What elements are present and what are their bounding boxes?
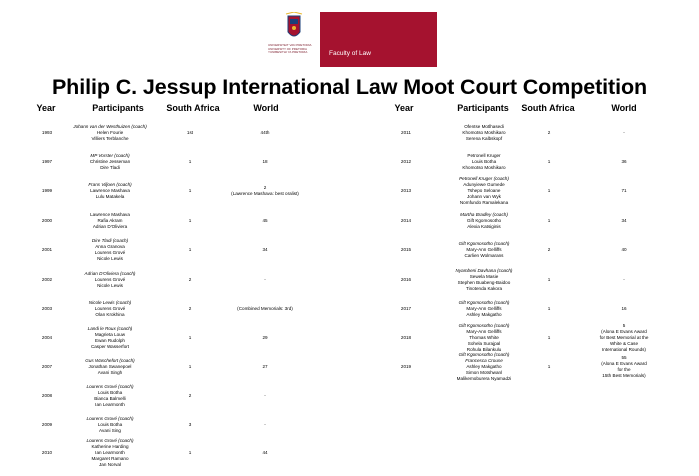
header-south-africa-right: South Africa [521,103,575,113]
participants-cell [462,153,505,171]
world-rank-line: 29 [262,335,268,340]
coach-name: Lourens Grové (coach) [86,384,134,389]
coach-name: Martha Bradley (coach) [460,212,508,217]
participant-name: Helen Fourie [96,130,124,135]
participant-name: Olan Krokhina [95,312,125,317]
coach-name: Petronell Kruger (coach) [459,176,509,181]
participant-name: Malikemoburera Nyamadzi [456,376,512,381]
participant-name: Lourens Grové [94,250,126,255]
participant-name: Bianca Balmelli [94,396,126,401]
participant-name: Alexia Katsiginis [467,224,501,229]
participant-name: Adunyiewe Gumede [463,182,505,187]
year-cell: 2000 [41,218,53,223]
participants-cell [459,241,510,259]
participant-name: Ewan Rudolph [95,338,125,343]
participant-name: Rafia Akram [97,218,123,223]
world-rank-cell [621,247,626,253]
world-rank-line: - [264,393,266,398]
world-rank-cell [262,450,267,456]
world-rank-line: (Alona E Evans Award [601,329,647,334]
participant-name: Avani Singh [97,370,123,375]
coach-name: Gift Kgomosotho (coach) [458,241,510,246]
south-africa-rank-cell: 1 [188,364,192,369]
participant-name: Petronell Kruger [467,153,501,158]
world-rank-line: 15th Best Memorials) [602,373,646,378]
participant-name: Sohela Surajpal [467,341,501,346]
participants-cell [460,212,508,230]
year-cell: 2016 [400,277,412,282]
header-participants-left: Participants [92,103,144,113]
participant-name: Stephen Buabeng-Baidoo [457,280,511,285]
world-rank-line: 44th [260,130,270,135]
world-rank-line: 45 [262,218,268,223]
coach-name: Gift Kgomosotho (coach) [458,300,510,305]
participants-cell [457,352,512,382]
participants-cell [87,384,134,408]
world-rank-line: - [264,422,266,427]
participants-cell [456,268,513,292]
world-rank-line: 44 [262,450,268,455]
coach-name: Frans Viljoen (coach) [88,182,132,187]
south-africa-rank-cell: 2 [188,277,192,282]
participant-name: Ian Learmonth [95,402,125,407]
world-rank-line: for Best Memorial at the [599,335,649,340]
year-cell: 2017 [400,306,412,311]
header-participants-right: Participants [457,103,509,113]
world-rank-line: 27 [262,364,268,369]
faculty-label: Faculty of Law [329,50,371,57]
year-cell: 2009 [41,422,53,427]
university-name: UNIVERSITEIT VAN PRETORIA UNIVERSITY OF PRETORIA YUNIBESITHI YA PRETORIA [268,43,312,55]
university-crest [268,12,320,64]
year-cell: 2015 [400,247,412,252]
year-cell: 1999 [41,188,53,193]
coach-name: Johann van der Westhuizen (coach) [73,124,147,129]
south-africa-rank-cell: 1 [547,364,551,369]
participant-name: Jonathan Swanepoel [88,364,132,369]
south-africa-rank-cell: 1st [186,130,194,135]
participant-name: Tinotenda Kakora [465,286,503,291]
world-rank-line: 40 [621,247,627,252]
world-rank-line: 34 [262,247,268,252]
participant-name: Jan Norval [99,462,121,467]
participants-cell [92,238,128,262]
participant-name: Ian Learmonth [95,450,125,455]
participant-name: Louis Botha [471,159,497,164]
coach-name: Nyambeni Davhana (coach) [455,268,513,273]
participants-cell [90,153,130,171]
coach-name: MP Vorster (coach) [90,153,130,158]
year-cell: 2011 [401,130,411,135]
page-title: Philip C. Jessup International Law Moot Court Competition [51,75,648,99]
participant-name: Serena Kalbskopf [465,136,503,141]
participants-cell [89,300,131,318]
participant-name: Lulu Matakela [95,194,125,199]
world-rank-line: (Combined Memorials: 3rd) [237,306,293,311]
coach-name: Gift Kgomosotho (coach) [458,352,510,357]
participants-cell [73,124,146,142]
participant-name: Dire Tladi [100,165,120,170]
coach-name: Francesca Crouse [465,358,503,363]
year-cell: 1993 [41,130,53,135]
world-rank-cell [264,393,266,399]
world-rank-cell [262,364,267,370]
participant-name: Ashley Makgatho [466,364,502,369]
south-africa-rank-cell: 1 [547,188,551,193]
world-rank-cell [621,218,626,224]
participant-name: Rohula Bilankulu [466,347,502,352]
year-cell: 2014 [400,218,412,223]
participant-name: Magrieta Louw [94,332,126,337]
world-rank-line: - [264,277,266,282]
south-africa-rank-cell: 1 [188,218,192,223]
south-africa-rank-cell: 1 [547,306,551,311]
participant-name: Louis Botha [97,422,123,427]
south-africa-rank-cell: 1 [188,159,192,164]
world-rank-line: - [623,277,625,282]
year-cell: 2018 [400,335,412,340]
participant-name: Mary-Ann Gelliffs [466,306,502,311]
year-cell: 2010 [41,450,53,455]
south-africa-rank-cell: 1 [188,188,192,193]
participants-cell [90,212,130,230]
year-cell: 2013 [400,188,412,193]
year-cell: 2012 [400,159,412,164]
south-africa-rank-cell: 1 [188,335,192,340]
world-rank-line: 16 [621,306,627,311]
world-rank-cell [264,277,266,283]
world-rank-cell [262,247,267,253]
year-cell: 2007 [41,364,53,369]
world-rank-cell [621,159,626,165]
coach-name: Landi le Roux (coach) [87,326,133,331]
world-rank-cell [261,130,270,136]
world-rank-cell [231,185,299,197]
south-africa-rank-cell: 2 [188,393,192,398]
header-south-africa-left: South Africa [166,103,220,113]
world-rank-cell [237,306,293,312]
world-rank-cell [262,159,267,165]
world-rank-line: 55 [621,355,627,360]
participants-cell [459,323,510,353]
year-cell: 2019 [400,364,412,369]
participant-name: Ofentse Motlhasedi [464,124,504,129]
coach-name: Adrian D'Oliviera (coach) [84,271,136,276]
participant-name: Gift Kgomosotho [466,218,502,223]
south-africa-rank-cell: 1 [547,159,551,164]
coach-name: Gus Waschefort (coach) [85,358,135,363]
world-rank-line: (Alona E Evans Award [601,361,647,366]
south-africa-rank-cell: 1 [188,247,192,252]
participants-cell [85,271,136,289]
header-year-right: Year [394,103,414,113]
coach-name: Dire Tladi (coach) [91,238,129,243]
participant-name: Lourens Grové [94,306,126,311]
participant-name: Nomfundo Ramalekana [459,200,509,205]
participant-name: Casper Wasserfort [90,344,130,349]
participant-name: Margaret Ramano [91,456,129,461]
year-cell: 2002 [41,277,53,282]
participant-name: Lawrence Mashava [90,212,130,217]
south-africa-rank-cell: 3 [188,422,192,427]
world-rank-line: (Lawrence Mashava: best oralist) [231,191,299,196]
world-rank-cell [264,422,266,428]
year-cell: 2004 [41,335,53,340]
participant-name: Khomotso Moshikaro [462,130,506,135]
world-rank-line: - [623,130,625,135]
world-rank-cell [262,335,267,341]
year-cell: 2003 [41,306,53,311]
world-rank-line: 71 [621,188,627,193]
participants-cell [459,300,510,318]
participants-cell [87,438,134,468]
participant-name: Villiers Terblanche [91,136,129,141]
participants-cell [88,326,133,350]
coach-name: Lourens Grové (coach) [86,438,134,443]
participants-cell [88,182,131,200]
participant-name: Johann van Wyk [467,194,501,199]
participant-name: Louis Botha [97,390,123,395]
south-africa-rank-cell: 1 [547,277,551,282]
world-rank-line: 5 [622,323,626,328]
world-rank-cell [601,355,647,379]
south-africa-rank-cell: 2 [547,130,551,135]
participant-name: Lourens Grové [94,277,126,282]
world-rank-cell [262,218,267,224]
header-world-left: World [253,103,279,113]
world-rank-line: White & Case [609,341,639,346]
year-cell: 1997 [41,159,53,164]
participant-name: Simon Motshwanl [465,370,503,375]
participants-cell [85,358,134,376]
participant-name: Tshepo Seloane [467,188,501,193]
participant-name: Adrian D'Oliviera [92,224,128,229]
participant-name: Christine Jesseman [89,159,131,164]
participant-name: Katherine Harding [91,444,129,449]
south-africa-rank-cell: 1 [547,335,551,340]
world-rank-cell [621,306,626,312]
participant-name: Nicole Lewis [97,256,123,261]
header-world-right: World [611,103,637,113]
participant-name: Khomotso Moshikaro [462,165,506,170]
participant-name: Lawrence Mashava [90,188,130,193]
participant-name: Anna Granova [95,244,125,249]
participant-name: Mary-Ann Gelliffs [466,329,502,334]
world-rank-line: 2 [263,185,267,190]
world-rank-cell [623,130,625,136]
world-rank-line: 36 [621,159,627,164]
participant-name: Mary-Ann Gelliffs [466,247,502,252]
south-africa-rank-cell: 1 [188,450,192,455]
participant-name: Nicole Lewis [97,283,123,288]
participants-cell [462,124,505,142]
world-rank-cell [600,323,649,353]
south-africa-rank-cell: 2 [547,247,551,252]
world-rank-line: for the [617,367,631,372]
participants-cell [459,176,509,206]
faculty-banner [320,12,437,67]
world-rank-line: 34 [621,218,627,223]
coach-name: Gift Kgomosotho (coach) [458,323,510,328]
participants-cell [87,416,134,434]
participant-name: Thomas White [469,335,499,340]
year-cell: 2008 [41,393,53,398]
coach-name: Lourens Grové (coach) [86,416,134,421]
participant-name: Carlien Wolmarans [464,253,504,258]
participant-name: Ashley Makgatho [466,312,502,317]
south-africa-rank-cell: 1 [547,218,551,223]
world-rank-line: 18 [262,159,268,164]
world-rank-line: International Rounds) [602,347,646,352]
world-rank-cell [621,188,626,194]
participant-name: Sewela Masie [469,274,499,279]
year-cell: 2001 [41,247,53,252]
south-africa-rank-cell: 2 [188,306,192,311]
participant-name: Avani Sing [99,428,121,433]
coach-name: Nicole Lewis (coach) [88,300,132,305]
world-rank-cell [623,277,625,283]
header-year-left: Year [36,103,56,113]
